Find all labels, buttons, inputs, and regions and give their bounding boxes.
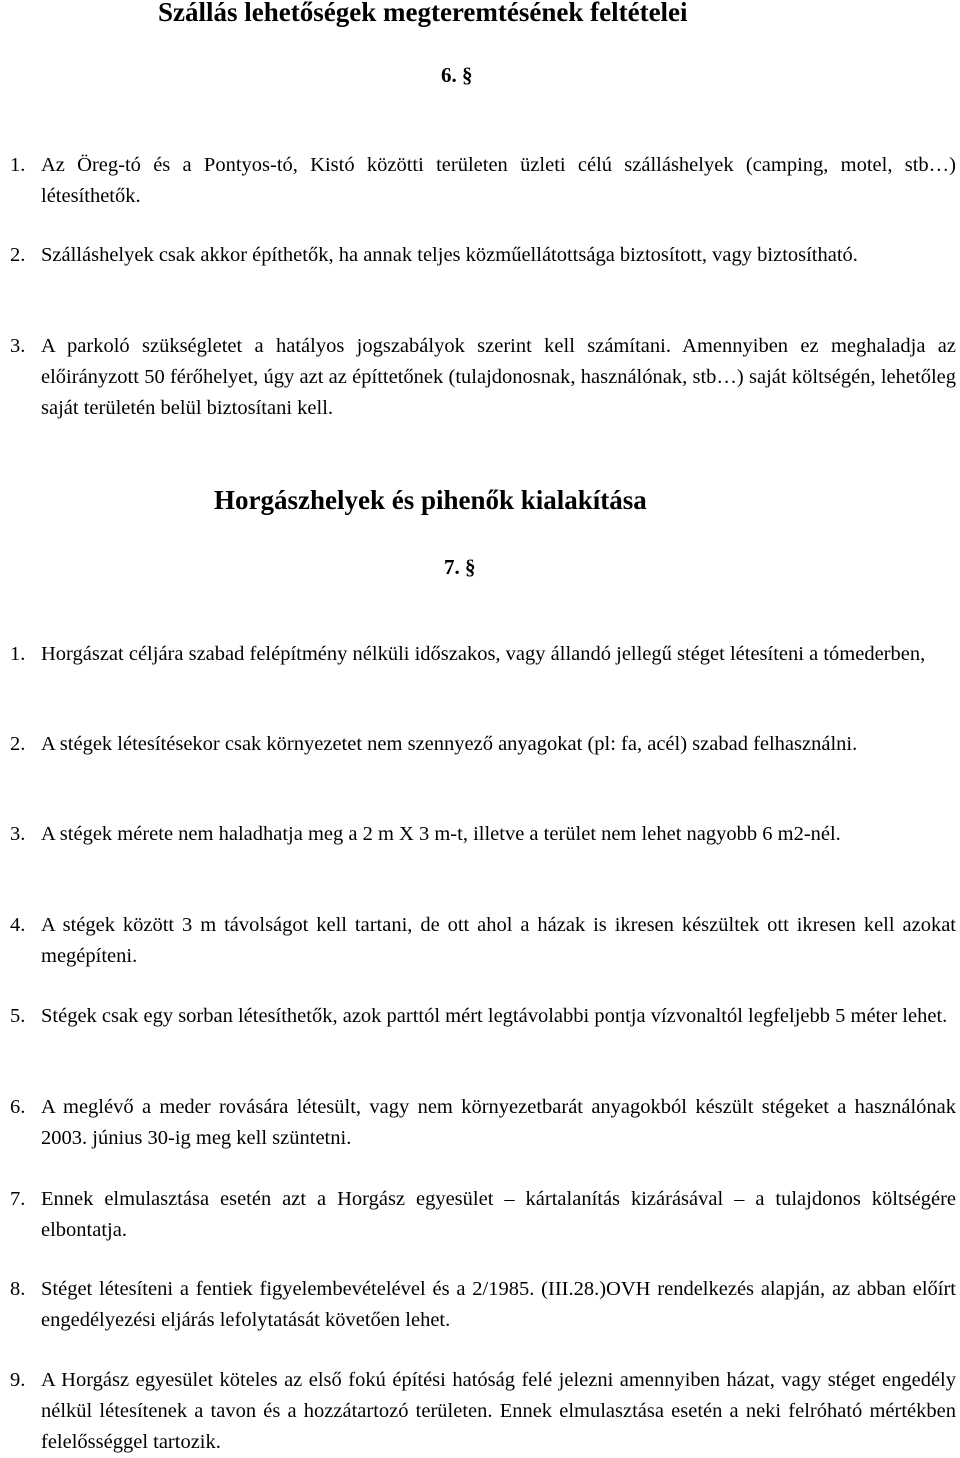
list-item-s6-1 xyxy=(10,150,956,212)
list-item-s7-9 xyxy=(10,1365,956,1458)
list-item-s7-6 xyxy=(10,1092,956,1154)
list-item-number: 9. xyxy=(10,1369,26,1391)
section-title-accommodation: Szállás lehetőségek megteremtésének feltételei xyxy=(158,0,688,27)
list-item-number: 4. xyxy=(10,914,26,936)
list-item-number: 1. xyxy=(10,643,26,665)
list-item-number: 3. xyxy=(10,823,26,845)
list-item-number: 6. xyxy=(10,1096,26,1118)
list-item-number: 1. xyxy=(10,154,26,176)
list-item-number: 2. xyxy=(10,244,26,266)
list-item-s7-3 xyxy=(10,819,956,850)
list-item-s7-1 xyxy=(10,639,956,670)
list-item-s7-4 xyxy=(10,910,956,972)
list-item-text: A stégek között 3 m távolságot kell tartani, de ott ahol a házak is ikresen készültek ott ikresen kell azokat megépíteni. xyxy=(41,914,956,967)
section-number-7: 7. § xyxy=(444,555,476,579)
list-item-number: 5. xyxy=(10,1005,26,1027)
list-item-text: Ennek elmulasztása esetén azt a Horgász egyesület – kártalanítás kizárásával – a tulajdonos költségére elbontatja. xyxy=(41,1188,956,1241)
list-item-text: Stéget létesíteni a fentiek figyelembevételével és a 2/1985. (III.28.)OVH rendelkezés alapján, az abban előírt engedélyezési eljárás lefolytatását követően lehet. xyxy=(41,1278,956,1331)
list-item-s7-2 xyxy=(10,729,956,760)
list-item-s7-5 xyxy=(10,1001,956,1032)
section-title-fishing: Horgászhelyek és pihenők kialakítása xyxy=(214,485,647,515)
list-item-text: A parkoló szükségletet a hatályos jogszabályok szerint kell számítani. Amennyiben ez meghaladja az előirányzott 50 férőhelyet, úgy azt az építtetőnek (tulajdonosnak, használónak, stb…) saját költségén, lehetőleg saját területén belül biztosítani kell. xyxy=(41,335,956,419)
list-item-text: A stégek mérete nem haladhatja meg a 2 m X 3 m-t, illetve a terület nem lehet nagyobb 6 m2-nél. xyxy=(41,823,841,845)
list-item-number: 8. xyxy=(10,1278,26,1300)
list-item-s6-2 xyxy=(10,240,956,271)
list-item-number: 2. xyxy=(10,733,26,755)
list-item-s7-8 xyxy=(10,1274,956,1336)
list-item-s6-3 xyxy=(10,331,956,424)
list-item-text: Stégek csak egy sorban létesíthetők, azok parttól mért legtávolabbi pontja vízvonaltól legfeljebb 5 méter lehet. xyxy=(41,1005,948,1027)
list-item-number: 7. xyxy=(10,1188,26,1210)
list-item-text: Szálláshelyek csak akkor építhetők, ha annak teljes közműellátottsága biztosított, vagy biztosítható. xyxy=(41,244,858,266)
section-number-6: 6. § xyxy=(441,63,473,87)
list-item-text: A stégek létesítésekor csak környezetet nem szennyező anyagokat (pl: fa, acél) szabad felhasználni. xyxy=(41,733,858,755)
list-item-text: Horgászat céljára szabad felépítmény nélküli időszakos, vagy állandó jellegű stéget létesíteni a tómederben, xyxy=(41,643,926,665)
list-item-text: Az Öreg-tó és a Pontyos-tó, Kistó közötti területen üzleti célú szálláshelyek (camping, motel, stb…) létesíthetők. xyxy=(41,154,956,207)
list-item-text: A Horgász egyesület köteles az első fokú építési hatóság felé jelezni amennyiben házat, vagy stéget engedély nélkül létesítenek a tavon és a hozzátartozó területen. Ennek elmulasztása esetén a neki felróható mértékben felelősséggel tartozik. xyxy=(41,1369,956,1453)
list-item-number: 3. xyxy=(10,335,26,357)
list-item-text: A meglévő a meder rovására létesült, vagy nem környezetbarát anyagokból készült stégeket a használónak 2003. június 30-ig meg kell szüntetni. xyxy=(41,1096,956,1149)
list-item-s7-7 xyxy=(10,1184,956,1246)
